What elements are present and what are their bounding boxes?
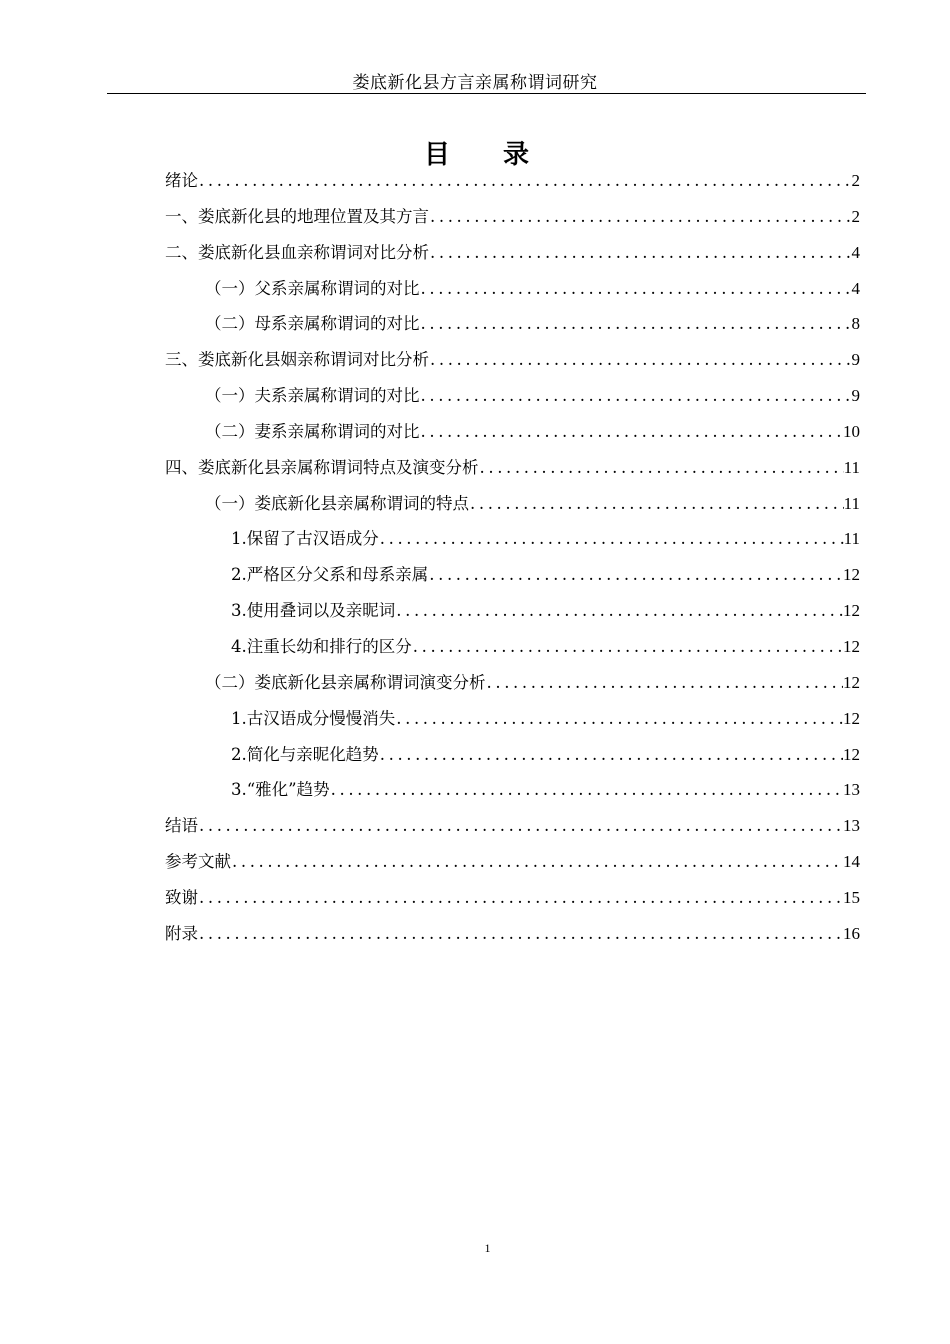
dot-leader [379,739,843,771]
toc-entry[interactable] [231,559,860,595]
toc-entry-label: 一、娄底新化县的地理位置及其方言 [165,206,429,226]
toc-entry[interactable] [165,846,860,882]
toc-entry[interactable] [165,165,860,201]
dot-leader [395,595,843,627]
toc-entry[interactable] [165,882,860,918]
toc-entry-page: 9 [851,350,860,370]
dot-leader [379,523,844,555]
toc-entry-page: 12 [843,708,860,728]
toc-entry-page: 15 [843,887,860,907]
toc-entry-label: 结语 [165,816,198,836]
toc-entry[interactable] [165,918,860,954]
toc-entry-label: （一）夫系亲属称谓词的对比 [205,386,420,406]
dot-leader [486,667,844,699]
toc-entry[interactable] [165,810,860,846]
toc-entry-label: 3.“雅化”趋势 [231,780,330,800]
table-of-contents [165,165,860,954]
toc-entry[interactable] [205,416,860,452]
dot-leader [429,201,852,233]
dot-leader [330,774,843,806]
toc-entry-page: 4 [851,242,860,262]
toc-entry[interactable] [231,631,860,667]
toc-entry[interactable] [165,201,860,237]
toc-entry[interactable] [165,452,860,488]
toc-entry-label: 二、娄底新化县血亲称谓词对比分析 [165,242,429,262]
toc-entry-page: 13 [843,780,860,800]
toc-entry-page: 12 [843,744,860,764]
toc-entry-label: 三、娄底新化县姻亲称谓词对比分析 [165,350,429,370]
toc-entry[interactable] [231,595,860,631]
toc-entry-label: 绪论 [165,171,198,190]
toc-entry-label: （一）娄底新化县亲属称谓词的特点 [205,493,469,513]
toc-entry-page: 9 [851,386,860,406]
toc-entry-page: 8 [851,314,860,334]
toc-entry-page: 2 [851,171,860,190]
toc-entry-label: （二）娄底新化县亲属称谓词演变分析 [205,672,486,692]
toc-entry-label: 4.注重长幼和排行的区分 [231,636,412,656]
toc-entry-page: 16 [843,923,860,943]
toc-entry-label: （二）母系亲属称谓词的对比 [205,314,420,334]
dot-leader [198,165,852,197]
running-header: 娄底新化县方言亲属称谓词研究 [352,73,598,93]
toc-entry[interactable] [231,739,860,775]
toc-entry-page: 4 [851,278,860,298]
dot-leader [420,308,852,340]
dot-leader [420,273,852,305]
dot-leader [231,846,843,878]
toc-entry-page: 10 [843,421,860,441]
toc-entry[interactable] [231,703,860,739]
toc-entry-label: 1.古汉语成分慢慢消失 [231,708,396,728]
dot-leader [429,237,852,269]
dot-leader [420,416,844,448]
toc-entry-label: （二）妻系亲属称谓词的对比 [205,421,420,441]
dot-leader [412,631,843,663]
toc-title: 目 录 [423,140,552,170]
toc-entry[interactable] [231,523,860,559]
toc-entry[interactable] [165,237,860,273]
toc-entry[interactable] [205,273,860,309]
dot-leader [198,882,843,914]
toc-entry[interactable] [231,774,860,810]
toc-entry-label: 四、娄底新化县亲属称谓词特点及演变分析 [165,457,479,477]
header-rule [107,93,866,94]
toc-entry-label: （一）父系亲属称谓词的对比 [205,278,420,298]
toc-entry-page: 2 [851,206,860,226]
toc-entry-label: 附录 [165,923,198,943]
dot-leader [198,810,843,842]
toc-entry[interactable] [205,380,860,416]
toc-entry-label: 2.严格区分父系和母系亲属 [231,565,429,585]
page-number: 1 [484,1241,491,1255]
dot-leader [428,559,843,591]
toc-entry[interactable] [205,308,860,344]
dot-leader [395,703,843,735]
toc-entry[interactable] [205,488,860,524]
toc-entry-label: 致谢 [165,887,198,907]
toc-entry-page: 12 [843,672,860,692]
dot-leader [429,344,852,376]
toc-entry[interactable] [205,667,860,703]
toc-entry-page: 12 [843,636,860,656]
toc-entry-label: 参考文献 [165,852,231,872]
toc-entry-page: 14 [843,852,860,872]
toc-entry[interactable] [165,344,860,380]
toc-entry-page: 12 [843,565,860,585]
toc-entry-label: 2.简化与亲昵化趋势 [231,744,379,764]
toc-entry-page: 11 [843,493,860,513]
dot-leader [420,380,852,412]
toc-entry-page: 12 [843,601,860,621]
dot-leader [479,452,844,484]
toc-entry-label: 3.使用叠词以及亲昵词 [231,601,396,621]
toc-entry-page: 11 [843,457,860,477]
dot-leader [198,918,843,950]
toc-entry-page: 11 [843,529,860,549]
dot-leader [469,488,844,520]
toc-entry-label: 1.保留了古汉语成分 [231,529,379,549]
toc-entry-page: 13 [843,816,860,836]
